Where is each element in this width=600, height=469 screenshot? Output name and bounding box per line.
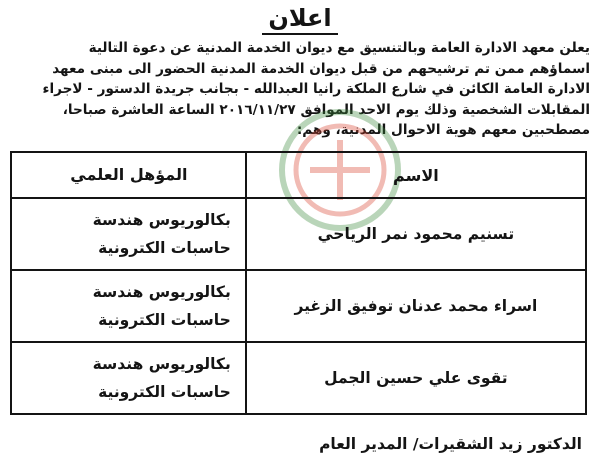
candidate-qualification xyxy=(11,198,246,270)
body-line-4: المقابلات الشخصية وذلك يوم الاحد الموافق ٢٠١٦/١١/٢٧ الساعة العاشرة صباحا، xyxy=(62,101,590,118)
table-row xyxy=(11,270,586,342)
header-qualification: المؤهل العلمي xyxy=(11,152,246,198)
body-line-3: الادارة العامة الكائن في شارع الملكة رانيا العبدالله - بجانب جريدة الدستور - لاجراء xyxy=(42,81,590,97)
candidate-name: تسنيم محمود نمر الرياحي xyxy=(246,198,586,270)
candidate-name: تقوى علي حسين الجمل xyxy=(246,342,586,414)
qualification-field: حاسبات الكترونية xyxy=(98,311,231,329)
qualification-degree: بكالوريوس هندسة xyxy=(92,211,231,229)
table-row xyxy=(11,198,586,270)
qualification-field: حاسبات الكترونية xyxy=(98,239,231,257)
table-row xyxy=(11,342,586,414)
body-line-2: اسماؤهم ممن تم ترشيحهم من قبل ديوان الخدمة المدنية الحضور الى مبنى معهد xyxy=(52,60,590,77)
body-line-5: مصطحبين معهم هوية الاحوال المدنية، وهم: xyxy=(296,122,590,138)
announcement-title: اعلان xyxy=(262,4,337,35)
title-container xyxy=(8,4,592,38)
signature-line: الدكتور زيد الشقيرات/ المدير العام xyxy=(319,435,582,453)
candidates-table xyxy=(10,151,587,415)
body-line-1: يعلن معهد الادارة العامة وبالتنسيق مع ديوان الخدمة المدنية عن دعوة التالية xyxy=(88,40,590,56)
candidate-qualification xyxy=(11,270,246,342)
header-name: الاسم xyxy=(246,152,586,198)
announcement-body xyxy=(8,38,592,141)
table-header-row xyxy=(11,152,586,198)
candidate-name: اسراء محمد عدنان توفيق الزغير xyxy=(246,270,586,342)
candidate-qualification xyxy=(11,342,246,414)
qualification-field: حاسبات الكترونية xyxy=(98,383,231,401)
qualification-degree: بكالوريوس هندسة xyxy=(92,355,231,373)
qualification-degree: بكالوريوس هندسة xyxy=(92,283,231,301)
